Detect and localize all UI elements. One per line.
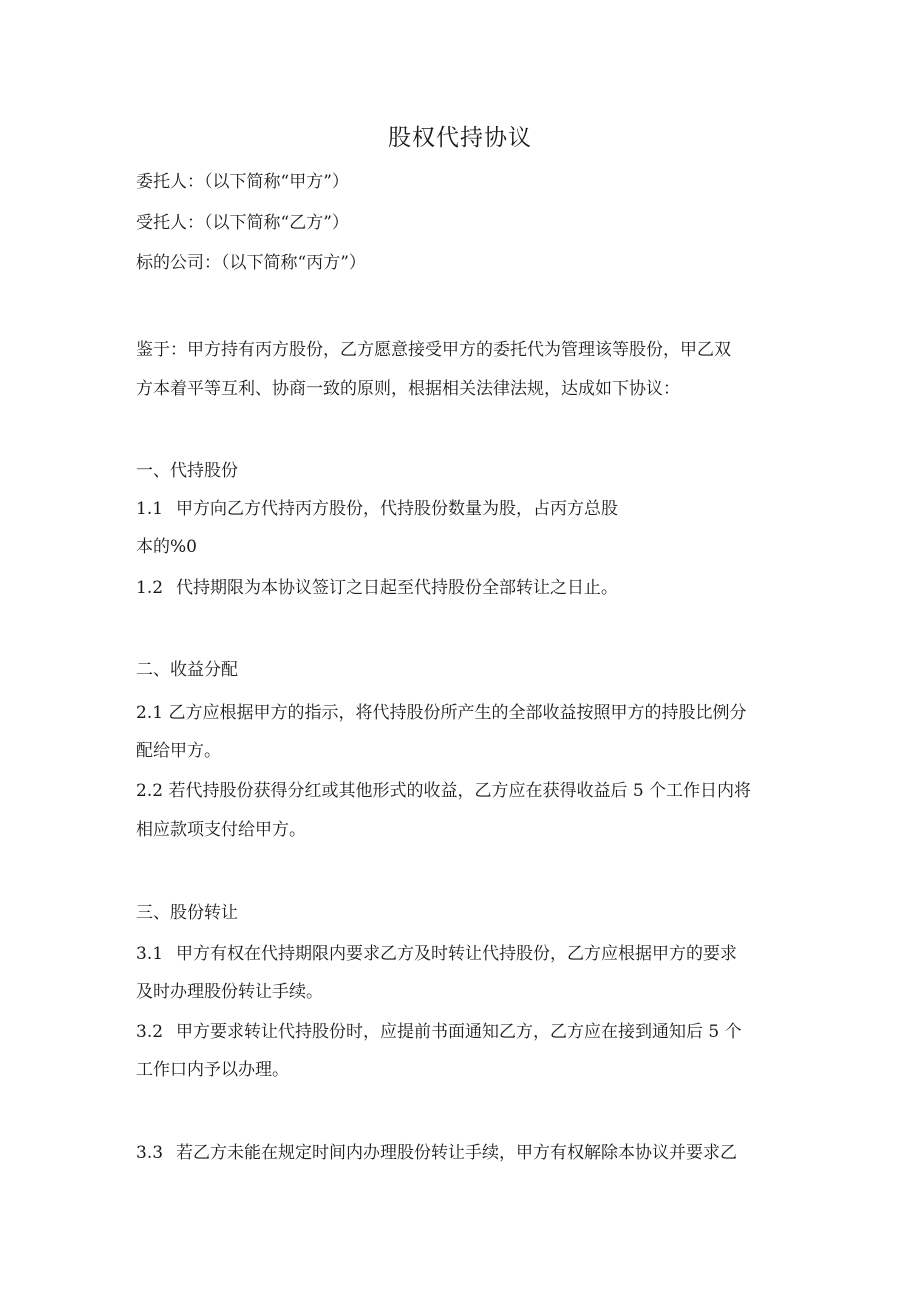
- clause-3-2: [136, 1021, 786, 1043]
- section-2-heading: 二、收益分配: [136, 660, 238, 680]
- clause-number: 3.3: [136, 1143, 164, 1163]
- clause-text: 若乙方未能在规定时间内办理股份转让手续，甲方有权解除本协议并要求乙: [176, 1143, 737, 1163]
- clause-2-1-continued: 配给甲方。: [136, 741, 221, 761]
- section-1-heading: 一、代持股份: [136, 461, 238, 481]
- clause-2-1: 2.1 乙方应根据甲方的指示，将代持股份所产生的全部收益按照甲方的持股比例分: [136, 703, 747, 723]
- clause-number: 1.2: [136, 578, 164, 598]
- document-title: 股权代持协议: [388, 125, 532, 151]
- clause-number: 1.1: [136, 499, 164, 519]
- clause-text: 甲方有权在代持期限内要求乙方及时转让代持股份，乙方应根据甲方的要求: [176, 944, 737, 964]
- clause-3-1: [136, 943, 786, 965]
- clause-text: 甲方向乙方代持丙方股份，代持股份数量为股，占丙方总股: [176, 499, 618, 519]
- section-3-heading: 三、股份转让: [136, 903, 238, 923]
- clause-2-2: 2.2 若代持股份获得分红或其他形式的收益，乙方应在获得收益后 5 个工作日内将: [136, 781, 752, 801]
- clause-3-1-continued: 及时办理股份转让手续。: [136, 982, 323, 1002]
- clause-number: 3.1: [136, 944, 164, 964]
- clause-1-2: [136, 577, 786, 599]
- clause-3-2-continued: 工作口内予以办理。: [136, 1060, 289, 1080]
- clause-1-1-continued: 本的%0: [136, 537, 197, 557]
- party-trustee: 受托人：（以下简称“乙方”）: [136, 213, 349, 233]
- clause-1-1: [136, 498, 786, 520]
- preamble-line-2: 方本着平等互利、协商一致的原则，根据相关法律法规，达成如下协议：: [136, 379, 680, 399]
- clause-text: 代持期限为本协议签订之日起至代持股份全部转让之日止。: [176, 578, 618, 598]
- party-target-company: 标的公司：（以下简称“丙方”）: [136, 253, 366, 273]
- clause-3-3: [136, 1142, 786, 1164]
- clause-text: 甲方要求转让代持股份时，应提前书面通知乙方，乙方应在接到通知后 5 个: [176, 1022, 742, 1042]
- party-principal: 委托人：（以下简称“甲方”）: [136, 172, 349, 192]
- clause-2-2-continued: 相应款项支付给甲方。: [136, 820, 306, 840]
- preamble-line-1: 鉴于：甲方持有丙方股份，乙方愿意接受甲方的委托代为管理该等股份，甲乙双: [136, 340, 731, 360]
- clause-number: 3.2: [136, 1022, 164, 1042]
